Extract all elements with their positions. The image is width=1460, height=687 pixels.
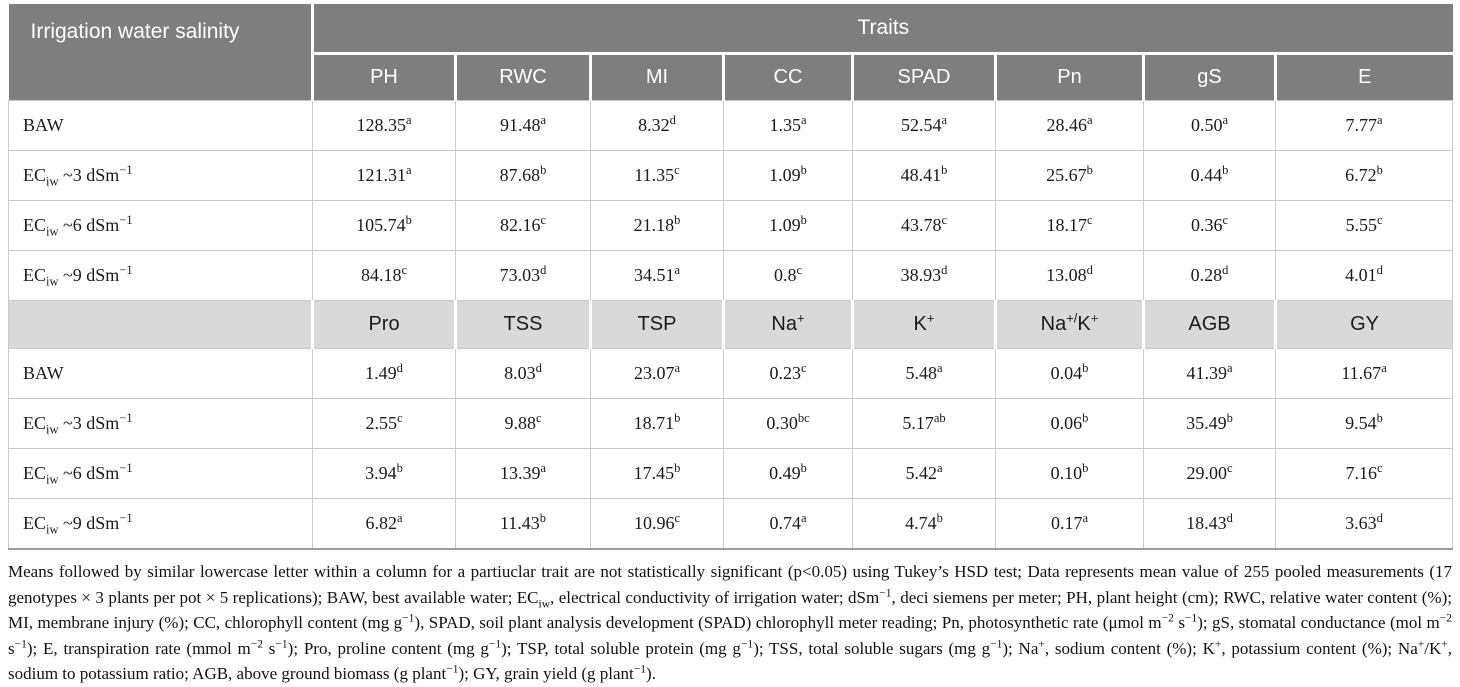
value-cell: 23.07$^a$ [591, 349, 724, 399]
row-label: $EC_{iw}$ ~9 dSm$^{-1}$ [9, 251, 313, 301]
significance-letter: a [540, 113, 547, 127]
column-header: Pro [313, 301, 456, 349]
value-cell: 8.32$^d$ [591, 101, 724, 151]
significance-letter: c [674, 511, 681, 525]
table-head [9, 4, 1453, 101]
value-cell: 73.03$^d$ [456, 251, 591, 301]
superscript: −1 [119, 213, 133, 227]
value-cell: 18.71$^b$ [591, 399, 724, 449]
value-cell: 7.16$^c$ [1276, 449, 1453, 499]
superscript: −1 [119, 461, 133, 475]
value-cell: 34.51$^a$ [591, 251, 724, 301]
value-cell: 38.93$^d$ [853, 251, 996, 301]
significance-letter: a [540, 461, 547, 475]
significance-letter: c [1222, 213, 1229, 227]
value-cell: 0.36$^c$ [1144, 201, 1276, 251]
superscript: −1 [119, 511, 133, 525]
significance-letter: d [1376, 263, 1383, 277]
traits-header: Traits [313, 4, 1453, 54]
value-cell: 48.41$^b$ [853, 151, 996, 201]
value-cell: 10.96$^c$ [591, 499, 724, 550]
significance-letter: d [669, 113, 676, 127]
corner-header: Irrigation water salinity [9, 4, 313, 101]
value-cell: 1.35$^a$ [724, 101, 853, 151]
significance-letter: a [936, 461, 943, 475]
row-label: $EC_{iw}$ ~3 dSm$^{-1}$ [9, 399, 313, 449]
value-cell: 128.35$^a$ [313, 101, 456, 151]
table-row [9, 399, 1453, 449]
value-cell: 0.28$^d$ [1144, 251, 1276, 301]
superscript: −2 [250, 638, 263, 651]
value-cell: 5.42$^a$ [853, 449, 996, 499]
value-cell: 6.82$^a$ [313, 499, 456, 550]
value-cell: 91.48$^a$ [456, 101, 591, 151]
superscript: −1 [1184, 612, 1198, 625]
value-cell: 6.72$^b$ [1276, 151, 1453, 201]
table-row [9, 349, 1453, 399]
value-cell: 4.74$^b$ [853, 499, 996, 550]
value-cell: 25.67$^b$ [996, 151, 1144, 201]
column-header: PH [313, 54, 456, 101]
significance-letter: c [941, 213, 948, 227]
subscript: iw [46, 472, 59, 487]
significance-letter: c [800, 361, 807, 375]
value-cell: 0.23$^c$ [724, 349, 853, 399]
subscript: iw [46, 224, 59, 239]
significance-letter: ab [933, 411, 946, 425]
value-cell: 0.17$^a$ [996, 499, 1144, 550]
value-cell: 41.39$^a$ [1144, 349, 1276, 399]
value-cell: 1.49$^d$ [313, 349, 456, 399]
value-cell: 3.94$^b$ [313, 449, 456, 499]
significance-letter: a [1381, 361, 1387, 375]
subscript: iw [46, 274, 59, 289]
superscript: + [1090, 310, 1099, 326]
significance-letter: b [941, 163, 948, 177]
significance-letter: c [401, 263, 408, 277]
significance-letter: d [941, 263, 948, 277]
significance-letter: a [396, 511, 403, 525]
value-cell: 13.39$^a$ [456, 449, 591, 499]
significance-letter: d [540, 263, 547, 277]
value-cell: 17.45$^b$ [591, 449, 724, 499]
superscript: + [1417, 638, 1425, 651]
value-cell: 0.30$^{bc}$ [724, 399, 853, 449]
superscript: + [796, 310, 805, 326]
significance-letter: b [1222, 163, 1229, 177]
row-label: BAW [9, 349, 313, 399]
significance-letter: d [535, 361, 542, 375]
significance-letter: a [674, 361, 681, 375]
significance-letter: c [1226, 461, 1233, 475]
value-cell: 0.49$^b$ [724, 449, 853, 499]
significance-letter: b [674, 213, 681, 227]
value-cell: 87.68$^b$ [456, 151, 591, 201]
significance-letter: bc [797, 411, 810, 425]
significance-letter: d [396, 361, 403, 375]
column-header: Pn [996, 54, 1144, 101]
row-label: $EC_{iw}$ ~9 dSm$^{-1}$ [9, 499, 313, 550]
value-cell: 5.55$^c$ [1276, 201, 1453, 251]
value-cell: 52.54$^a$ [853, 101, 996, 151]
value-cell: 8.03$^d$ [456, 349, 591, 399]
significance-letter: c [396, 411, 403, 425]
superscript: −1 [14, 638, 27, 651]
value-cell: 0.04$^b$ [996, 349, 1144, 399]
block2-body [9, 349, 1453, 550]
significance-letter: a [800, 511, 807, 525]
superscript: −2 [1439, 612, 1453, 625]
significance-letter: a [941, 113, 948, 127]
superscript: −1 [119, 263, 133, 277]
significance-letter: b [674, 461, 681, 475]
significance-letter: a [405, 113, 412, 127]
column-header: gS [1144, 54, 1276, 101]
header-row-top [9, 4, 1453, 54]
significance-letter: d [1222, 263, 1229, 277]
block2-header [9, 301, 1453, 349]
significance-letter: d [1226, 511, 1233, 525]
significance-letter: a [405, 163, 412, 177]
value-cell: 0.06$^b$ [996, 399, 1144, 449]
column-header: Na+/K+ [996, 301, 1144, 349]
superscript: −1 [488, 638, 502, 651]
significance-letter: b [539, 511, 547, 525]
significance-letter: b [1086, 163, 1093, 177]
subscript: iw [538, 597, 550, 610]
superscript: + [1214, 638, 1222, 651]
block2-header-row [9, 301, 1453, 349]
column-header: SPAD [853, 54, 996, 101]
superscript: + [926, 310, 935, 326]
row-label: $EC_{iw}$ ~6 dSm$^{-1}$ [9, 449, 313, 499]
value-cell: 11.43$^b$ [456, 499, 591, 550]
superscript: −1 [633, 663, 647, 676]
traits-table [8, 4, 1453, 550]
row-label: BAW [9, 101, 313, 151]
value-cell: 3.63$^d$ [1276, 499, 1453, 550]
value-cell: 0.50$^a$ [1144, 101, 1276, 151]
column-header: Na+ [724, 301, 853, 349]
value-cell: 5.48$^a$ [853, 349, 996, 399]
significance-letter: c [1377, 461, 1383, 475]
value-cell: 43.78$^c$ [853, 201, 996, 251]
value-cell: 35.49$^b$ [1144, 399, 1276, 449]
column-header: RWC [456, 54, 591, 101]
table-row [9, 101, 1453, 151]
significance-letter: b [1376, 411, 1383, 425]
subscript: iw [46, 174, 59, 189]
significance-letter: b [1082, 461, 1089, 475]
superscript: −1 [275, 638, 288, 651]
superscript: −1 [740, 638, 754, 651]
significance-letter: b [674, 411, 681, 425]
row-label: $EC_{iw}$ ~3 dSm$^{-1}$ [9, 151, 313, 201]
value-cell: 21.18$^b$ [591, 201, 724, 251]
column-header: CC [724, 54, 853, 101]
value-cell: 13.08$^d$ [996, 251, 1144, 301]
significance-letter: a [936, 361, 943, 375]
column-header: MI [591, 54, 724, 101]
table-row [9, 251, 1453, 301]
value-cell: 0.74$^a$ [724, 499, 853, 550]
value-cell: 18.43$^d$ [1144, 499, 1276, 550]
significance-letter: a [1086, 113, 1093, 127]
value-cell: 11.35$^c$ [591, 151, 724, 201]
value-cell: 5.17$^{ab}$ [853, 399, 996, 449]
value-cell: 9.88$^c$ [456, 399, 591, 449]
superscript: + [1038, 638, 1045, 651]
empty-header-cell [9, 301, 313, 349]
significance-letter: c [1377, 213, 1383, 227]
value-cell: 84.18$^c$ [313, 251, 456, 301]
column-header: GY [1276, 301, 1453, 349]
significance-letter: b [1082, 411, 1089, 425]
value-cell: 9.54$^b$ [1276, 399, 1453, 449]
block1-body [9, 101, 1453, 301]
table-row [9, 449, 1453, 499]
value-cell: 105.74$^b$ [313, 201, 456, 251]
significance-letter: d [1376, 511, 1383, 525]
subscript: iw [46, 422, 59, 437]
significance-letter: a [1082, 511, 1089, 525]
table-row [9, 151, 1453, 201]
superscript: −2 [1161, 612, 1174, 625]
value-cell: 2.55$^c$ [313, 399, 456, 449]
superscript: −1 [119, 163, 133, 177]
column-header: K+ [853, 301, 996, 349]
significance-letter: b [800, 163, 807, 177]
table-row [9, 201, 1453, 251]
superscript: +/ [1066, 310, 1078, 326]
significance-letter: b [800, 213, 807, 227]
superscript: −1 [990, 638, 1003, 651]
row-label: $EC_{iw}$ ~6 dSm$^{-1}$ [9, 201, 313, 251]
value-cell: 0.44$^b$ [1144, 151, 1276, 201]
superscript: −1 [446, 663, 459, 676]
superscript: −1 [402, 612, 415, 625]
value-cell: 1.09$^b$ [724, 151, 853, 201]
significance-letter: c [796, 263, 803, 277]
significance-letter: b [1082, 361, 1089, 375]
significance-letter: b [800, 461, 807, 475]
subscript: iw [46, 522, 59, 537]
value-cell: 121.31$^a$ [313, 151, 456, 201]
significance-letter: c [674, 163, 680, 177]
superscript: −1 [879, 586, 892, 599]
value-cell: 1.09$^b$ [724, 201, 853, 251]
table-row [9, 499, 1453, 550]
column-header: TSS [456, 301, 591, 349]
significance-letter: b [405, 213, 412, 227]
column-header: E [1276, 54, 1453, 101]
significance-letter: c [1086, 213, 1093, 227]
value-cell: 4.01$^d$ [1276, 251, 1453, 301]
significance-letter: c [535, 411, 542, 425]
significance-letter: b [1226, 411, 1233, 425]
value-cell: 11.67$^a$ [1276, 349, 1453, 399]
significance-letter: b [1376, 163, 1383, 177]
value-cell: 7.77$^a$ [1276, 101, 1453, 151]
significance-letter: b [936, 511, 943, 525]
significance-letter: b [540, 163, 547, 177]
superscript: −1 [119, 411, 133, 425]
significance-letter: d [1086, 263, 1093, 277]
significance-letter: a [1222, 113, 1229, 127]
significance-letter: a [1226, 361, 1233, 375]
significance-letter: a [1377, 113, 1383, 127]
value-cell: 0.8$^c$ [724, 251, 853, 301]
column-header: AGB [1144, 301, 1276, 349]
value-cell: 18.17$^c$ [996, 201, 1144, 251]
significance-letter: a [800, 113, 807, 127]
value-cell: 0.10$^b$ [996, 449, 1144, 499]
column-header: TSP [591, 301, 724, 349]
value-cell: 82.16$^c$ [456, 201, 591, 251]
value-cell: 29.00$^c$ [1144, 449, 1276, 499]
superscript: + [1441, 638, 1448, 651]
significance-letter: a [674, 263, 681, 277]
significance-letter: c [540, 213, 547, 227]
value-cell: 28.46$^a$ [996, 101, 1144, 151]
footnote: Means followed by similar lowercase letter within a column for a partiuclar trait are not statistically significant (p<0.05) using Tukey’s HSD test; Data represents mean value of 255 pooled measurements (17 genotypes × 3 plants per pot × 5 replications); BAW, best available water; $EC_{iw}$, electrical conductivity of irrigation water; dSm$^{-1}$, deci siemens per meter; PH, plant height (cm); RWC, relative water content (%); MI, membrane injury (%); CC, chlorophyll content (mg $g^{-1}$), SPAD, soil plant analysis development (SPAD) chlorophyll meter reading; Pn, photosynthetic rate (μmol $m^{-2}$ $s^{-1}$); gS, stomatal conductance (mol $m^{-2}$ $s^{-1}$); E, transpiration rate (mmol $m^{-2}$ $s^{-1}$); Pro, proline content (mg $g^{-1}$); TSP, total soluble protein (mg $g^{-1}$); TSS, total soluble sugars (mg $g^{-1}$); Na+, sodium content (%); K+, potassium content (%); Na+/K+, sodium to potassium ratio; AGB, above ground biomass (g plant$^{-1}$); GY, grain yield (g plant$^{-1}$). [8, 562, 1453, 684]
significance-letter: b [396, 461, 403, 475]
